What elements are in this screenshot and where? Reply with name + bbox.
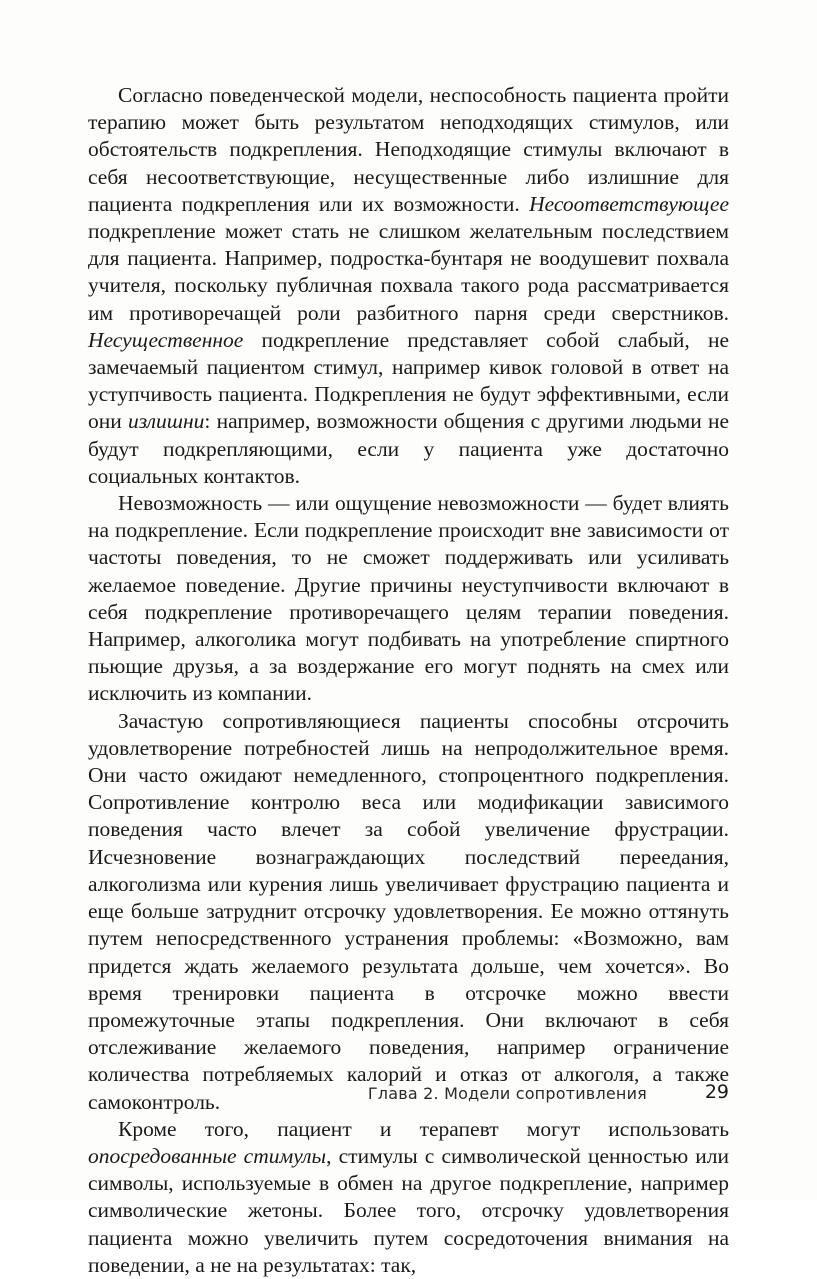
text-segment: Кроме того, пациент и терапевт могут использовать [118, 1116, 729, 1141]
text-segment: подкрепление представляет собой слабый, не замечаемый пациентом стимул, например кивок головой в ответ на уступчивость пациента. Подкрепления не будут эффективными, если они [88, 327, 729, 434]
text-segment: Зачастую сопротивляющиеся пациенты способны отсрочить удовлетворение потребностей лишь на непродолжительное время. Они часто ожидают немедленного, стопроцентного подкрепления. Сопротивление контролю веса или модификации зависимого поведения часто влечет за собой увеличение фрустрации. Исчезновение вознаграждающих последствий переедания, алкоголизма или курения лишь увеличивает фрустрацию пациента и еще больше затруднит отсрочку удовлетворения. Ее можно оттянуть путем непосредственного устранения проблемы: «Возможно, вам придется ждать желаемого результата дольше, чем хочется». Во время тренировки пациента в отсрочке можно ввести промежуточные этапы подкрепления. Они включают в себя отслеживание желаемого поведения, например ограничение количества потребляемых калорий и отказ от алкоголя, а также самоконтроль. [88, 708, 729, 1114]
italic-term: Несущественное [88, 327, 244, 352]
text-segment: Невозможность — или ощущение невозможности — будет влиять на подкрепление. Если подкрепление происходит вне зависимости от частоты поведения, то не сможет поддерживать или усиливать желаемое поведение. Другие причины неуступчивости включают в себя подкрепление противоречащего целям терапии поведения. Например, алкоголика могут подбивать на употребление спиртного пьющие друзья, а за воздержание его могут поднять на смех или исключить из компании. [88, 491, 729, 706]
text-segment: подкрепление может стать не слишком желательным последствием для пациента. Например, подростка-бунтаря не воодушевит похвала учителя, поскольку публичная похвала такого рода рассматривается им противоречащей роли разбитного парня среди сверстников. [88, 219, 729, 325]
running-head: Глава 2. Модели сопротивления [367, 1084, 647, 1103]
text-segment: Согласно поведенческой модели, неспособность пациента пройти терапию может быть результатом неподходящих стимулов, или обстоятельств подкрепления. Неподходящие стимулы включают в себя несоответствующие, несущественные либо излишние для пациента подкрепления или их возможности. [88, 83, 729, 216]
italic-term: излишни [128, 409, 205, 434]
paragraph-2 [88, 490, 729, 708]
italic-term: опосредованные стимулы [88, 1143, 327, 1168]
text-segment: : например, возможности общения с другими людьми не будут подкрепляющими, если у пациента уже достаточно социальных контактов. [88, 409, 729, 488]
text-segment: , стимулы с символической ценностью или символы, используемые в обмен на другое подкрепление, например символические жетоны. Более того, отсрочку удовлетворения пациента можно увеличить путем сосредоточения внимания на поведении, а не на результатах: так, [88, 1143, 729, 1277]
paragraph-3 [88, 708, 729, 1116]
italic-term: Несоответствующее [529, 191, 729, 216]
page-number: 29 [704, 1081, 729, 1103]
page-footer [88, 1082, 729, 1110]
paragraph-1 [88, 82, 729, 490]
paragraph-4 [88, 1116, 729, 1279]
